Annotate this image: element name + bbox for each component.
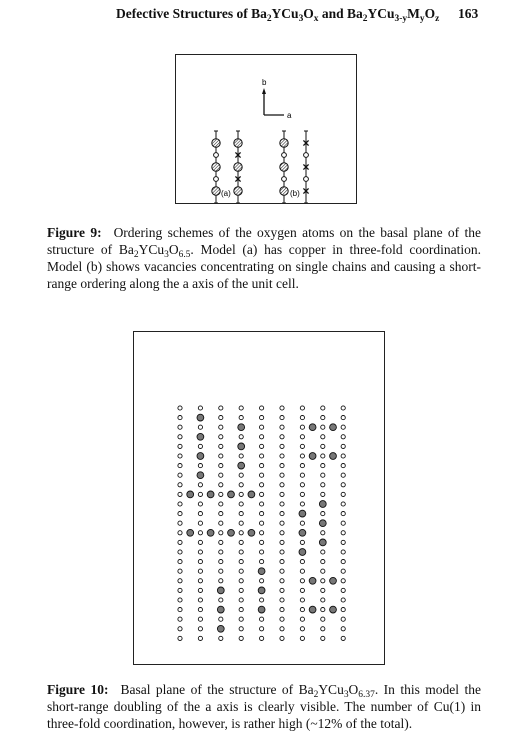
lattice-site-hatched bbox=[228, 491, 235, 498]
lattice-site-hatched bbox=[309, 453, 316, 460]
lattice-site-open bbox=[321, 588, 325, 592]
lattice-site-open bbox=[198, 617, 202, 621]
lattice-site-open bbox=[260, 473, 264, 477]
lattice-site-open bbox=[280, 425, 284, 429]
lattice-site-hatched bbox=[207, 491, 214, 498]
lattice-site-open bbox=[239, 483, 243, 487]
lattice-site-open bbox=[219, 492, 223, 496]
lattice-site-open bbox=[260, 406, 264, 410]
copper-atom bbox=[212, 187, 220, 195]
lattice-site-open bbox=[280, 444, 284, 448]
lattice-site-open bbox=[178, 531, 182, 535]
figure-9-diagram bbox=[176, 55, 356, 203]
lattice-site-open bbox=[300, 406, 304, 410]
lattice-site-open bbox=[280, 521, 284, 525]
lattice-site-open bbox=[178, 406, 182, 410]
lattice-site-open bbox=[178, 464, 182, 468]
lattice-site-open bbox=[280, 588, 284, 592]
lattice-site-open bbox=[260, 560, 264, 564]
lattice-site-open bbox=[260, 483, 264, 487]
axis-b-label: b bbox=[262, 78, 267, 87]
lattice-site-hatched bbox=[258, 606, 265, 613]
copper-atom bbox=[234, 187, 242, 195]
lattice-site-open bbox=[219, 579, 223, 583]
lattice-site-open bbox=[341, 425, 345, 429]
lattice-site-open bbox=[341, 598, 345, 602]
lattice-site-open bbox=[280, 406, 284, 410]
copper-atom bbox=[212, 139, 220, 147]
lattice-site-open bbox=[321, 627, 325, 631]
lattice-site-open bbox=[239, 492, 243, 496]
lattice-site-open bbox=[178, 512, 182, 516]
lattice-site-open bbox=[321, 483, 325, 487]
lattice-site-open bbox=[198, 560, 202, 564]
lattice-site-open bbox=[178, 569, 182, 573]
lattice-site-hatched bbox=[309, 577, 316, 584]
lattice-site-open bbox=[321, 569, 325, 573]
lattice-site-open bbox=[300, 483, 304, 487]
lattice-site-hatched bbox=[238, 424, 245, 431]
running-header bbox=[0, 4, 518, 26]
lattice-site-open bbox=[300, 492, 304, 496]
lattice-site-open bbox=[178, 627, 182, 631]
lattice-site-open bbox=[239, 512, 243, 516]
lattice-site-open bbox=[239, 531, 243, 535]
lattice-site-open bbox=[300, 416, 304, 420]
lattice-site-open bbox=[280, 502, 284, 506]
lattice-site-open bbox=[300, 502, 304, 506]
lattice-site-open bbox=[198, 531, 202, 535]
lattice-site-open bbox=[178, 473, 182, 477]
lattice-site-open bbox=[280, 598, 284, 602]
lattice-site-open bbox=[198, 502, 202, 506]
lattice-site-open bbox=[239, 588, 243, 592]
lattice-site-open bbox=[280, 416, 284, 420]
lattice-site-open bbox=[239, 608, 243, 612]
model-a-label: (a) bbox=[221, 189, 231, 198]
lattice-site-open bbox=[260, 627, 264, 631]
lattice-site-hatched bbox=[309, 424, 316, 431]
lattice-site-open bbox=[219, 531, 223, 535]
figure-9-frame bbox=[175, 54, 357, 204]
lattice-site-open bbox=[219, 444, 223, 448]
lattice-site-open bbox=[300, 598, 304, 602]
figure-9-caption: Figure 9: Ordering schemes of the oxygen atoms on the basal plane of the structure of $Ba_2YCu_3O_{6.5}$. Model (a) has copper in three-fold coordination. Model (b) shows vacancies concentrating on single chains and causing a short-range ordering along the a axis of the unit cell. bbox=[47, 225, 481, 291]
lattice-site-hatched bbox=[299, 549, 306, 556]
lattice-site-open bbox=[239, 560, 243, 564]
lattice-site-open bbox=[260, 617, 264, 621]
lattice-site-open bbox=[341, 569, 345, 573]
lattice-site-open bbox=[280, 579, 284, 583]
lattice-site-open bbox=[219, 473, 223, 477]
lattice-site-open bbox=[219, 425, 223, 429]
lattice-site-open bbox=[300, 608, 304, 612]
lattice-site-open bbox=[341, 560, 345, 564]
lattice-site-open bbox=[239, 454, 243, 458]
lattice-site-hatched bbox=[197, 453, 204, 460]
lattice-site-hatched bbox=[330, 577, 337, 584]
lattice-site-open bbox=[300, 454, 304, 458]
axis-a-label: a bbox=[287, 111, 292, 120]
lattice-site-open bbox=[239, 579, 243, 583]
lattice-site-open bbox=[321, 425, 325, 429]
lattice-site-hatched bbox=[319, 520, 326, 527]
lattice-site-open bbox=[300, 579, 304, 583]
page-number: 163 bbox=[458, 6, 479, 21]
lattice-site-open bbox=[260, 444, 264, 448]
lattice-site-open bbox=[198, 492, 202, 496]
lattice-site-open bbox=[300, 521, 304, 525]
lattice-site-hatched bbox=[330, 453, 337, 460]
lattice-site-open bbox=[219, 617, 223, 621]
lattice-site-open bbox=[239, 502, 243, 506]
lattice-site-open bbox=[321, 512, 325, 516]
lattice-site-open bbox=[178, 598, 182, 602]
axis-b-arrow-icon bbox=[262, 88, 266, 94]
lattice-site-open bbox=[198, 444, 202, 448]
lattice-site-open bbox=[219, 569, 223, 573]
figure-10-caption: Figure 10: Basal plane of the structure of $Ba_2YCu_3O_{6.37}$. In this model the short-range doubling of the a axis is clearly visible. The number of Cu(1) in three-fold coordination, however, is rather high (~12% of the total). bbox=[47, 682, 481, 731]
lattice-site-open bbox=[260, 540, 264, 544]
lattice-site-open bbox=[219, 512, 223, 516]
lattice-site-open bbox=[219, 406, 223, 410]
oxygen-atom bbox=[304, 177, 309, 182]
lattice-site-open bbox=[239, 416, 243, 420]
lattice-site-open bbox=[280, 617, 284, 621]
lattice-site-open bbox=[341, 588, 345, 592]
lattice-site-open bbox=[300, 560, 304, 564]
lattice-site-open bbox=[300, 617, 304, 621]
lattice-site-open bbox=[260, 454, 264, 458]
lattice-site-open bbox=[198, 569, 202, 573]
lattice-site-hatched bbox=[330, 606, 337, 613]
lattice-site-open bbox=[178, 492, 182, 496]
lattice-site-open bbox=[321, 492, 325, 496]
lattice-site-open bbox=[341, 406, 345, 410]
copper-atom bbox=[280, 187, 288, 195]
lattice-site-open bbox=[341, 636, 345, 640]
lattice-site-open bbox=[239, 569, 243, 573]
lattice-site-open bbox=[341, 492, 345, 496]
lattice-site-open bbox=[239, 636, 243, 640]
lattice-site-open bbox=[239, 406, 243, 410]
lattice-site-open bbox=[178, 521, 182, 525]
lattice-site-hatched bbox=[299, 510, 306, 517]
lattice-site-open bbox=[239, 598, 243, 602]
lattice-site-open bbox=[239, 435, 243, 439]
lattice-site-open bbox=[321, 473, 325, 477]
figure-10-frame bbox=[133, 331, 385, 665]
lattice-site-open bbox=[341, 435, 345, 439]
lattice-site-open bbox=[198, 608, 202, 612]
lattice-site-open bbox=[219, 483, 223, 487]
lattice-site-open bbox=[280, 473, 284, 477]
lattice-site-open bbox=[321, 617, 325, 621]
lattice-site-open bbox=[321, 550, 325, 554]
lattice-site-open bbox=[239, 627, 243, 631]
lattice-site-open bbox=[198, 627, 202, 631]
lattice-site-open bbox=[198, 425, 202, 429]
lattice-site-open bbox=[178, 617, 182, 621]
lattice-site-open bbox=[260, 521, 264, 525]
lattice-site-hatched bbox=[238, 443, 245, 450]
lattice-site-open bbox=[198, 464, 202, 468]
lattice-site-open bbox=[178, 502, 182, 506]
lattice-site-open bbox=[280, 492, 284, 496]
lattice-site-open bbox=[300, 569, 304, 573]
lattice-site-open bbox=[321, 636, 325, 640]
lattice-site-open bbox=[260, 416, 264, 420]
lattice-site-hatched bbox=[248, 529, 255, 536]
lattice-site-open bbox=[300, 464, 304, 468]
lattice-site-open bbox=[341, 617, 345, 621]
figure-10-label: Figure 10: bbox=[47, 682, 109, 697]
figure-9-label: Figure 9: bbox=[47, 225, 102, 240]
copper-atom bbox=[212, 163, 220, 171]
lattice-site-hatched bbox=[258, 568, 265, 575]
lattice-site-open bbox=[321, 416, 325, 420]
lattice-site-hatched bbox=[207, 529, 214, 536]
lattice-site-open bbox=[198, 521, 202, 525]
lattice-site-open bbox=[198, 579, 202, 583]
lattice-site-open bbox=[341, 464, 345, 468]
lattice-site-open bbox=[178, 560, 182, 564]
oxygen-atom bbox=[304, 153, 309, 158]
lattice-site-hatched bbox=[228, 529, 235, 536]
lattice-site-open bbox=[219, 521, 223, 525]
lattice-site-hatched bbox=[258, 587, 265, 594]
lattice-site-open bbox=[178, 540, 182, 544]
lattice-site-open bbox=[219, 550, 223, 554]
lattice-site-open bbox=[341, 521, 345, 525]
lattice-site-hatched bbox=[299, 529, 306, 536]
lattice-site-open bbox=[341, 454, 345, 458]
lattice-site-open bbox=[260, 598, 264, 602]
lattice-site-open bbox=[219, 502, 223, 506]
lattice-site-open bbox=[321, 579, 325, 583]
lattice-site-open bbox=[280, 550, 284, 554]
lattice-site-open bbox=[280, 608, 284, 612]
lattice-site-open bbox=[341, 579, 345, 583]
lattice-site-hatched bbox=[197, 414, 204, 421]
lattice-site-open bbox=[260, 512, 264, 516]
lattice-site-open bbox=[239, 473, 243, 477]
lattice-site-hatched bbox=[319, 501, 326, 508]
lattice-site-open bbox=[321, 444, 325, 448]
lattice-site-open bbox=[321, 406, 325, 410]
lattice-site-open bbox=[300, 435, 304, 439]
lattice-site-open bbox=[280, 464, 284, 468]
lattice-site-open bbox=[178, 608, 182, 612]
lattice-site-open bbox=[178, 454, 182, 458]
lattice-site-open bbox=[341, 512, 345, 516]
lattice-site-hatched bbox=[248, 491, 255, 498]
lattice-site-open bbox=[198, 512, 202, 516]
lattice-site-open bbox=[260, 502, 264, 506]
lattice-site-open bbox=[198, 598, 202, 602]
lattice-site-hatched bbox=[197, 433, 204, 440]
lattice-site-open bbox=[178, 435, 182, 439]
lattice-site-open bbox=[280, 569, 284, 573]
lattice-site-open bbox=[321, 598, 325, 602]
lattice-site-open bbox=[239, 550, 243, 554]
lattice-site-open bbox=[341, 550, 345, 554]
lattice-site-hatched bbox=[238, 462, 245, 469]
lattice-site-open bbox=[341, 608, 345, 612]
lattice-site-open bbox=[321, 435, 325, 439]
lattice-site-open bbox=[219, 636, 223, 640]
lattice-site-open bbox=[260, 492, 264, 496]
model-b-label: (b) bbox=[290, 189, 300, 198]
lattice-site-open bbox=[280, 627, 284, 631]
lattice-site-hatched bbox=[217, 625, 224, 632]
lattice-site-open bbox=[260, 464, 264, 468]
lattice-site-open bbox=[219, 454, 223, 458]
lattice-site-open bbox=[178, 425, 182, 429]
oxygen-atom bbox=[214, 153, 219, 158]
lattice-site-open bbox=[239, 521, 243, 525]
lattice-site-open bbox=[219, 464, 223, 468]
lattice-site-hatched bbox=[330, 424, 337, 431]
lattice-site-open bbox=[280, 560, 284, 564]
lattice-site-open bbox=[280, 540, 284, 544]
lattice-site-open bbox=[341, 531, 345, 535]
lattice-site-open bbox=[300, 425, 304, 429]
lattice-site-open bbox=[198, 588, 202, 592]
lattice-site-open bbox=[341, 483, 345, 487]
lattice-site-hatched bbox=[309, 606, 316, 613]
lattice-site-open bbox=[219, 540, 223, 544]
lattice-site-open bbox=[321, 454, 325, 458]
lattice-site-open bbox=[321, 560, 325, 564]
oxygen-atom bbox=[214, 177, 219, 182]
lattice-site-open bbox=[198, 636, 202, 640]
lattice-site-open bbox=[198, 540, 202, 544]
lattice-site-open bbox=[260, 531, 264, 535]
lattice-site-open bbox=[178, 550, 182, 554]
lattice-site-open bbox=[260, 425, 264, 429]
lattice-site-open bbox=[321, 531, 325, 535]
copper-atom bbox=[280, 163, 288, 171]
lattice-site-open bbox=[219, 560, 223, 564]
lattice-site-open bbox=[321, 608, 325, 612]
lattice-site-open bbox=[280, 435, 284, 439]
lattice-site-hatched bbox=[319, 539, 326, 546]
lattice-site-open bbox=[260, 579, 264, 583]
lattice-site-hatched bbox=[217, 587, 224, 594]
copper-atom bbox=[234, 139, 242, 147]
lattice-site-open bbox=[321, 464, 325, 468]
lattice-site-open bbox=[219, 416, 223, 420]
lattice-site-open bbox=[300, 473, 304, 477]
copper-atom bbox=[280, 139, 288, 147]
lattice-site-open bbox=[239, 540, 243, 544]
lattice-site-open bbox=[300, 627, 304, 631]
lattice-site-open bbox=[260, 636, 264, 640]
lattice-site-open bbox=[300, 540, 304, 544]
lattice-site-open bbox=[178, 483, 182, 487]
lattice-site-open bbox=[300, 588, 304, 592]
lattice-site-open bbox=[280, 483, 284, 487]
lattice-site-open bbox=[178, 416, 182, 420]
running-title: Defective Structures of $Ba_2YCu_3O_x$ and $Ba_2YCu_{3-y}M_yO_z$ bbox=[116, 6, 440, 24]
lattice-site-open bbox=[219, 598, 223, 602]
lattice-site-open bbox=[198, 483, 202, 487]
lattice-site-open bbox=[300, 444, 304, 448]
lattice-site-open bbox=[341, 444, 345, 448]
figure-10-lattice bbox=[134, 332, 384, 664]
oxygen-atom bbox=[282, 177, 287, 182]
lattice-site-open bbox=[280, 454, 284, 458]
lattice-site-open bbox=[178, 444, 182, 448]
lattice-site-open bbox=[341, 540, 345, 544]
lattice-site-open bbox=[300, 636, 304, 640]
lattice-site-open bbox=[239, 617, 243, 621]
lattice-site-open bbox=[178, 588, 182, 592]
oxygen-atom bbox=[282, 153, 287, 158]
lattice-site-open bbox=[280, 512, 284, 516]
lattice-site-open bbox=[280, 531, 284, 535]
lattice-site-open bbox=[341, 473, 345, 477]
lattice-site-hatched bbox=[187, 529, 194, 536]
lattice-site-open bbox=[260, 550, 264, 554]
copper-atom bbox=[234, 163, 242, 171]
lattice-site-open bbox=[280, 636, 284, 640]
lattice-site-hatched bbox=[187, 491, 194, 498]
lattice-site-open bbox=[178, 636, 182, 640]
lattice-site-hatched bbox=[197, 472, 204, 479]
lattice-site-open bbox=[341, 502, 345, 506]
lattice-site-open bbox=[219, 435, 223, 439]
lattice-site-hatched bbox=[217, 606, 224, 613]
lattice-site-open bbox=[341, 627, 345, 631]
lattice-site-open bbox=[198, 550, 202, 554]
lattice-site-open bbox=[178, 579, 182, 583]
lattice-site-open bbox=[341, 416, 345, 420]
lattice-site-open bbox=[198, 406, 202, 410]
lattice-site-open bbox=[260, 435, 264, 439]
